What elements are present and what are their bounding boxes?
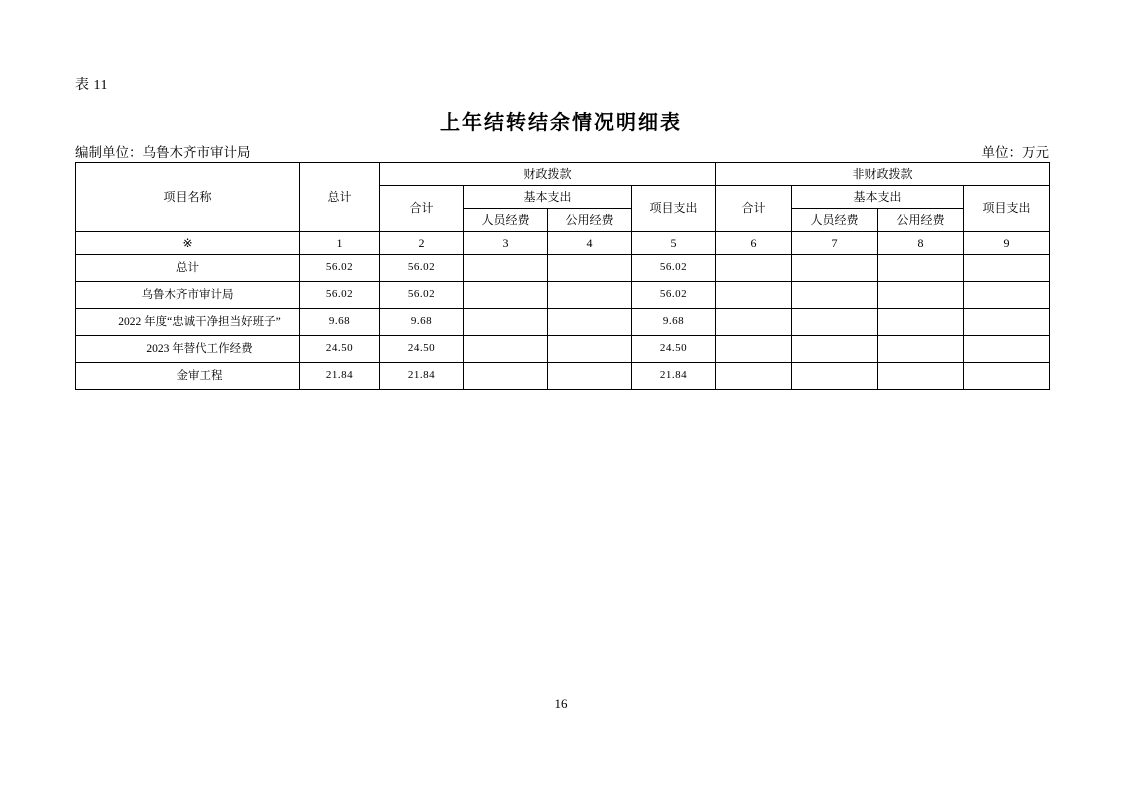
financial-table	[75, 162, 1050, 390]
row-label: 2023 年替代工作经费	[76, 336, 300, 363]
table-row	[76, 336, 1050, 363]
row-value-fiscal-project: 56.02	[632, 255, 716, 282]
header-mark: ※	[76, 232, 300, 255]
row-value-fiscal-subtotal: 9.68	[380, 309, 464, 336]
row-value-nonfiscal-subtotal	[716, 363, 792, 390]
table-row	[76, 282, 1050, 309]
column-number-4: 4	[548, 232, 632, 255]
header-nonfiscal-basic: 基本支出	[792, 186, 964, 209]
row-value-fiscal-public	[548, 255, 632, 282]
table-row	[76, 255, 1050, 282]
header-fiscal-personnel: 人员经费	[464, 209, 548, 232]
row-value-total: 56.02	[300, 255, 380, 282]
row-value-nonfiscal-project	[964, 255, 1050, 282]
column-number-6: 6	[716, 232, 792, 255]
row-value-total: 56.02	[300, 282, 380, 309]
header-nonfiscal-group: 非财政拨款	[716, 163, 1050, 186]
row-value-fiscal-public	[548, 309, 632, 336]
row-value-nonfiscal-subtotal	[716, 255, 792, 282]
row-value-fiscal-public	[548, 282, 632, 309]
row-value-nonfiscal-personnel	[792, 336, 878, 363]
row-value-fiscal-public	[548, 336, 632, 363]
header-nonfiscal-subtotal: 合计	[716, 186, 792, 232]
row-value-nonfiscal-project	[964, 336, 1050, 363]
column-number-1: 1	[300, 232, 380, 255]
header-item-name: 项目名称	[76, 163, 300, 232]
header-fiscal-public: 公用经费	[548, 209, 632, 232]
row-value-fiscal-subtotal: 56.02	[380, 282, 464, 309]
row-value-fiscal-personnel	[464, 363, 548, 390]
row-value-fiscal-personnel	[464, 255, 548, 282]
row-value-fiscal-project: 21.84	[632, 363, 716, 390]
row-value-nonfiscal-personnel	[792, 309, 878, 336]
row-value-fiscal-subtotal: 24.50	[380, 336, 464, 363]
sheet-label: 表 11	[75, 78, 108, 93]
row-value-fiscal-personnel	[464, 282, 548, 309]
column-number-9: 9	[964, 232, 1050, 255]
row-value-fiscal-public	[548, 363, 632, 390]
row-value-total: 24.50	[300, 336, 380, 363]
row-value-nonfiscal-public	[878, 255, 964, 282]
row-label: 乌鲁木齐市审计局	[76, 282, 300, 309]
page-title: 上年结转结余情况明细表	[440, 112, 682, 134]
row-value-nonfiscal-subtotal	[716, 336, 792, 363]
header-total: 总计	[300, 163, 380, 232]
row-value-fiscal-project: 56.02	[632, 282, 716, 309]
header-fiscal-project: 项目支出	[632, 186, 716, 232]
row-value-fiscal-personnel	[464, 336, 548, 363]
row-label: 金审工程	[76, 363, 300, 390]
row-value-fiscal-subtotal: 56.02	[380, 255, 464, 282]
row-value-fiscal-project: 24.50	[632, 336, 716, 363]
row-value-nonfiscal-public	[878, 363, 964, 390]
column-number-7: 7	[792, 232, 878, 255]
row-value-total: 21.84	[300, 363, 380, 390]
header-fiscal-subtotal: 合计	[380, 186, 464, 232]
row-value-nonfiscal-personnel	[792, 282, 878, 309]
row-label: 2022 年度“忠诚干净担当好班子”	[76, 309, 300, 336]
row-value-nonfiscal-personnel	[792, 255, 878, 282]
column-number-2: 2	[380, 232, 464, 255]
header-nonfiscal-public: 公用经费	[878, 209, 964, 232]
row-value-fiscal-subtotal: 21.84	[380, 363, 464, 390]
header-nonfiscal-personnel: 人员经费	[792, 209, 878, 232]
table-row	[76, 309, 1050, 336]
row-value-nonfiscal-subtotal	[716, 309, 792, 336]
row-value-nonfiscal-public	[878, 336, 964, 363]
currency-unit-label: 单位：万元	[981, 145, 1049, 160]
row-value-nonfiscal-public	[878, 309, 964, 336]
page-number: 16	[554, 696, 568, 711]
row-label: 总计	[76, 255, 300, 282]
meta-row	[75, 141, 1049, 161]
row-value-nonfiscal-project	[964, 309, 1050, 336]
column-number-row	[76, 232, 1050, 255]
table-row	[76, 363, 1050, 390]
row-value-fiscal-personnel	[464, 309, 548, 336]
compiler-unit-label: 编制单位：乌鲁木齐市审计局	[75, 145, 251, 160]
column-number-3: 3	[464, 232, 548, 255]
header-fiscal-group: 财政拨款	[380, 163, 716, 186]
row-value-total: 9.68	[300, 309, 380, 336]
column-number-8: 8	[878, 232, 964, 255]
header-nonfiscal-project: 项目支出	[964, 186, 1050, 232]
header-fiscal-basic: 基本支出	[464, 186, 632, 209]
row-value-fiscal-project: 9.68	[632, 309, 716, 336]
row-value-nonfiscal-personnel	[792, 363, 878, 390]
row-value-nonfiscal-project	[964, 363, 1050, 390]
row-value-nonfiscal-subtotal	[716, 282, 792, 309]
row-value-nonfiscal-public	[878, 282, 964, 309]
row-value-nonfiscal-project	[964, 282, 1050, 309]
column-number-5: 5	[632, 232, 716, 255]
